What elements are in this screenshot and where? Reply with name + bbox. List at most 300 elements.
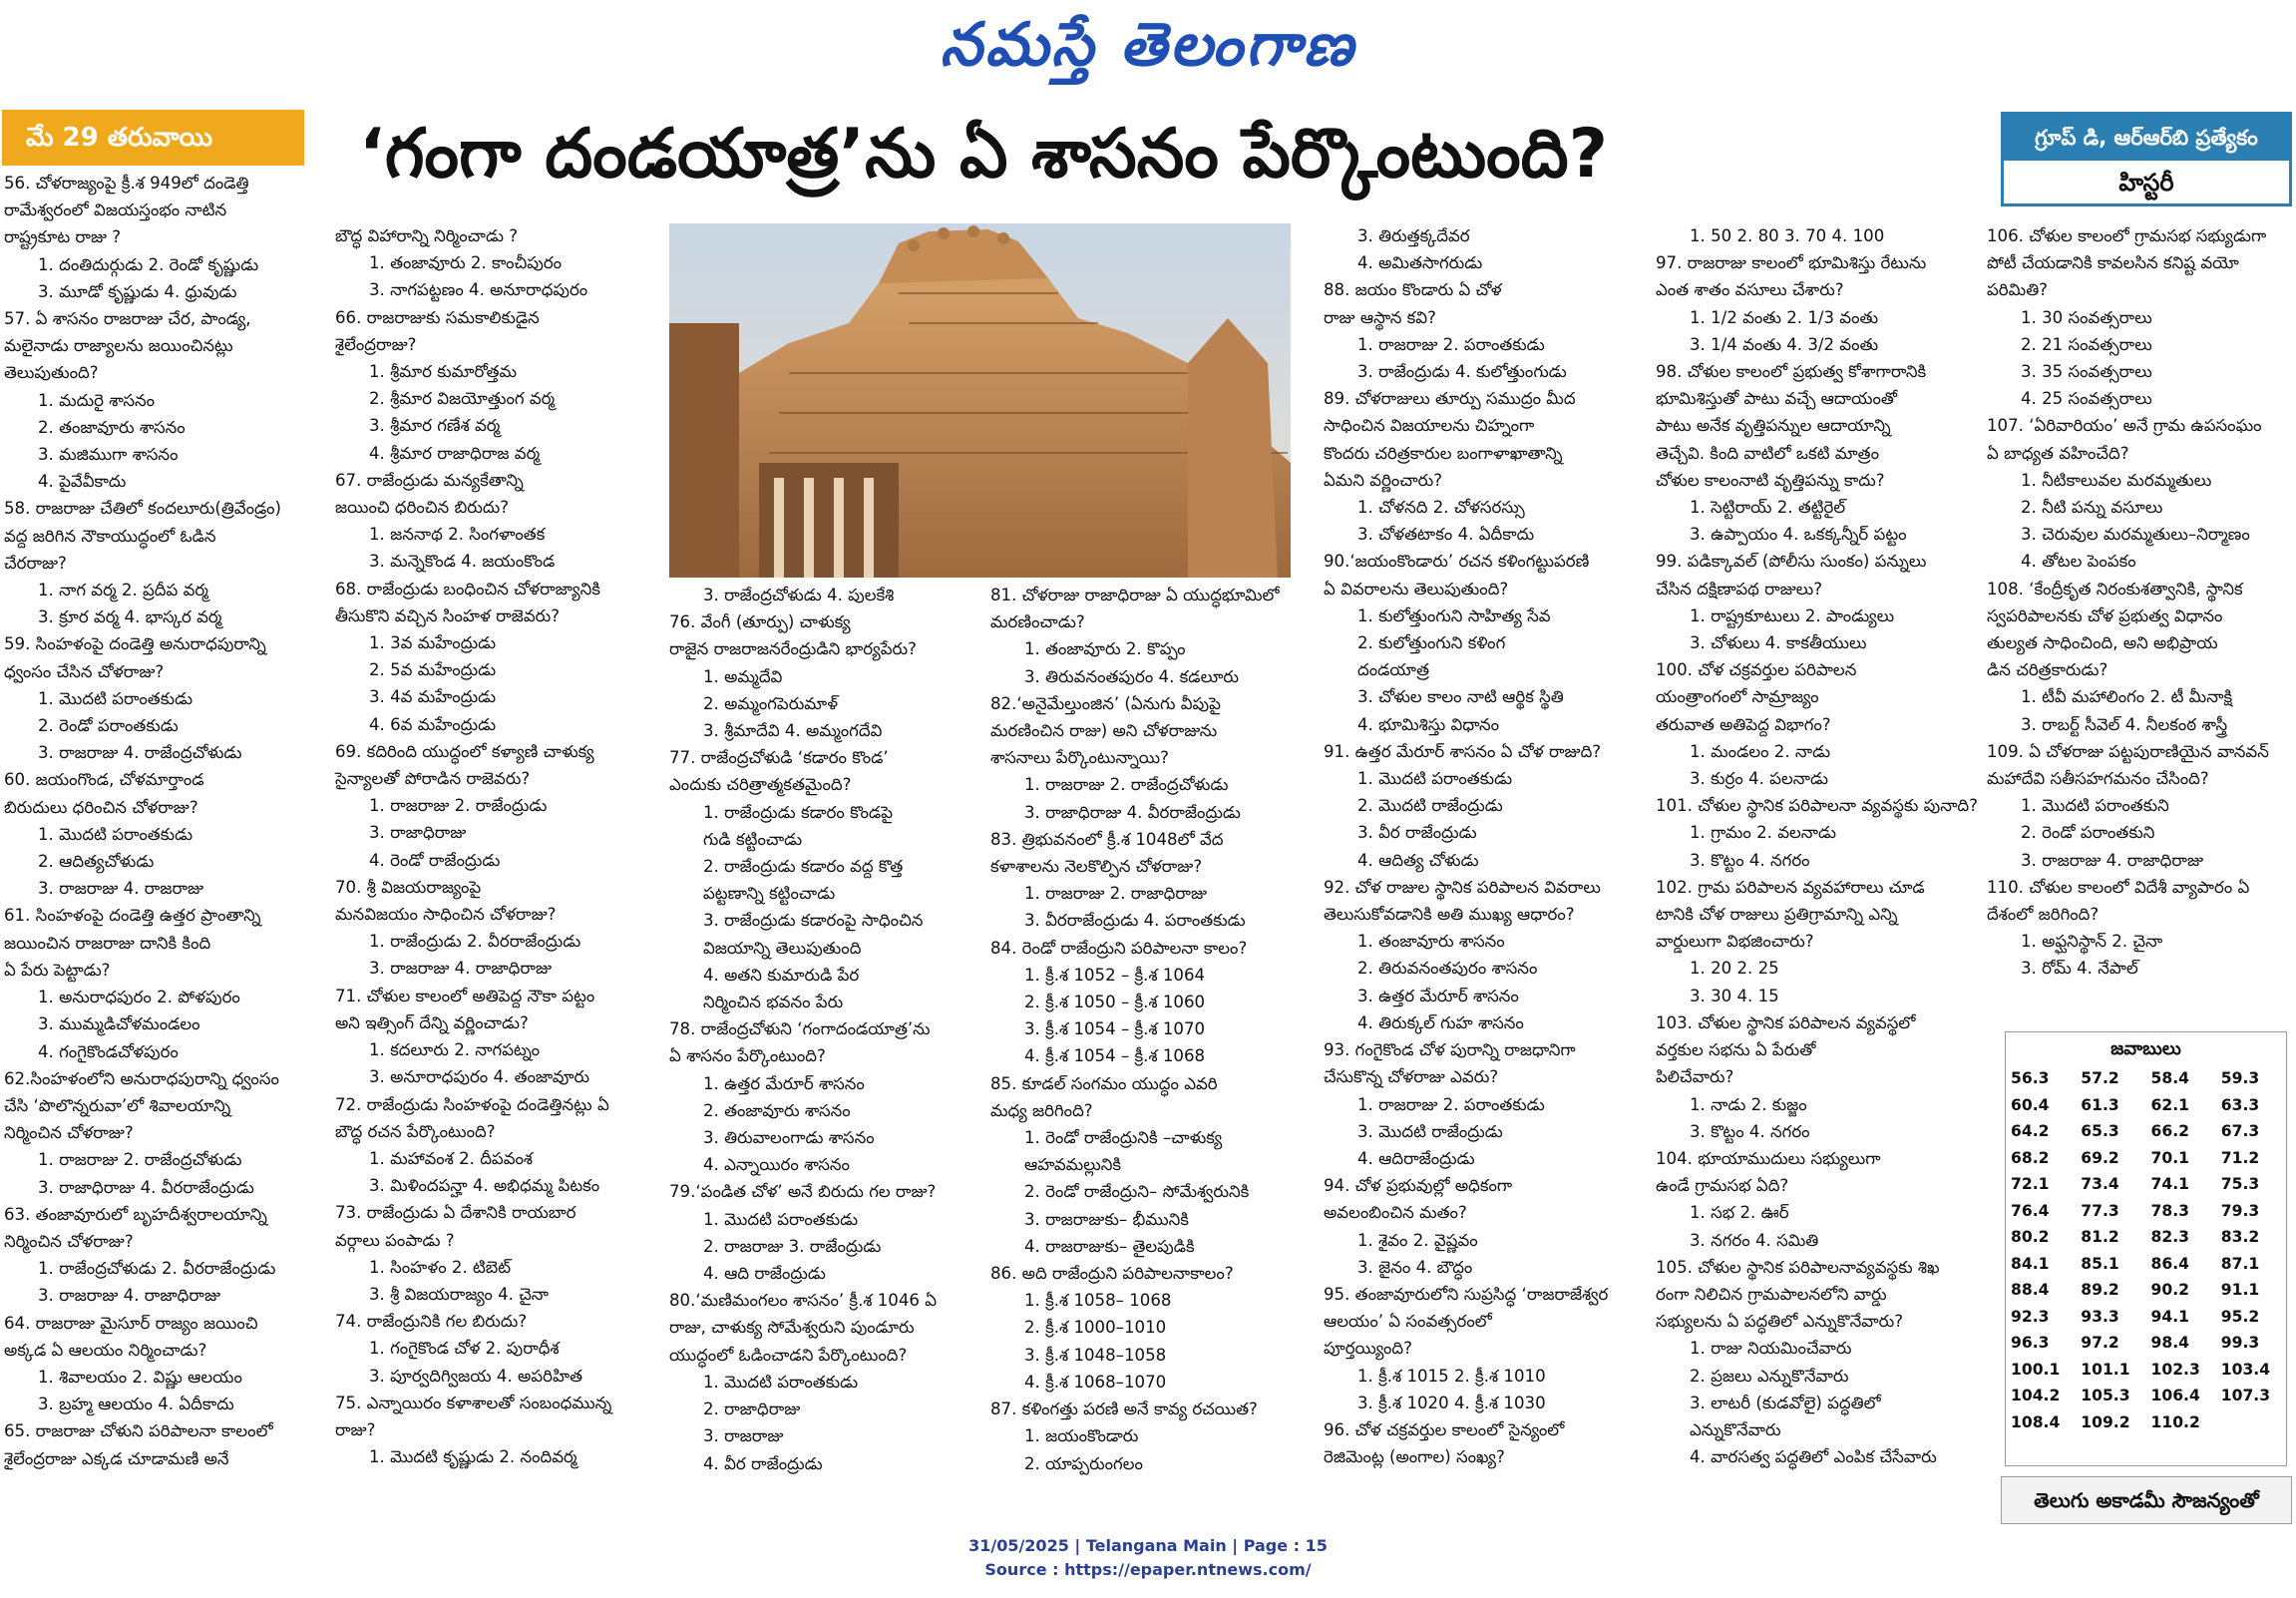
option-line: 4. ఆదిరాజేంద్రుడు <box>1357 1148 1475 1168</box>
question-line: మహాదేవి సతీసహగమనం చేసింది? <box>1987 769 2209 789</box>
option-line: ఆహవమల్లునికి <box>1024 1155 1122 1175</box>
date-tag: మే 29 తరువాయి <box>2 110 304 166</box>
option-line: 3. రాబర్ట్ సీవెల్ 4. నీలకంఠ శాస్త్రీ <box>2021 714 2228 734</box>
option-line: దండయాత్ర <box>1357 660 1429 680</box>
option-line: 2. రాజేంద్రుడు కడారం వద్ద కొత్త <box>703 857 904 877</box>
option-line: 2. రెండో పరాంతకుడు <box>38 716 179 736</box>
option-line: 3. మూడో కృష్ణుడు 4. ధ్రువుడు <box>38 281 237 301</box>
option-line: 3. పూర్వదిగ్విజయ 4. అపరిహిత <box>369 1366 582 1386</box>
answer-cell: 59.3 <box>2220 1069 2260 1088</box>
option-line: 4. వీర రాజేంద్రుడు <box>703 1453 823 1473</box>
option-line: 3. చోళులు 4. కాకతీయులు <box>1690 633 1867 653</box>
question-line: 110. చోళుల కాలంలో విదేశీ వ్యాపారం ఏ <box>1987 877 2250 897</box>
option-line: 1. నాడు 2. కుజ్జం <box>1690 1094 1807 1114</box>
page-footer <box>0 1534 2296 1582</box>
answer-cell: 95.2 <box>2220 1307 2260 1326</box>
answer-row <box>2006 1383 2286 1409</box>
question-line: 75. ఎన్నాయిరం కళాశాలతో సంబంధమున్న <box>335 1393 612 1412</box>
option-line: 2. క్రీ.శ 1000–1010 <box>1024 1318 1167 1338</box>
question-line: 64. రాజరాజు మైసూర్ రాజ్యం జయించి <box>4 1313 258 1333</box>
option-line: 3. రాజరాజు <box>703 1426 784 1446</box>
answer-cell: 57.2 <box>2081 1069 2119 1088</box>
answer-row <box>2006 1092 2286 1119</box>
option-line: 1. రాజరాజు 2. రాజాధిరాజు <box>1024 884 1208 904</box>
answer-row <box>2006 1304 2286 1331</box>
question-line: బౌద్ధ విహారాన్ని నిర్మించాడు ? <box>335 226 519 245</box>
option-line: 4. అతని కుమారుడి పేర <box>703 965 860 985</box>
answer-cell: 88.4 <box>2011 1281 2050 1300</box>
answer-row <box>2006 1171 2286 1198</box>
question-line: జయించి ధరించిన బిరుదు? <box>335 498 510 518</box>
option-line: 4. రాజరాజుకు– తైలపుడికి <box>1024 1236 1195 1256</box>
option-line: 1. క్రీ.శ 1058– 1068 <box>1024 1291 1172 1311</box>
question-line: జయించిన రాజరాజు దానికి కింది <box>4 933 211 953</box>
question-line: 67. రాజేంద్రుడు మన్యకేతాన్ని <box>335 470 524 490</box>
question-line: ఏ శాసనం పేర్కొంటుంది? <box>669 1046 826 1066</box>
option-line: 3. రాజాధిరాజు <box>369 823 467 843</box>
option-line: 1. గ్రామం 2. వలనాడు <box>1690 823 1837 843</box>
question-line: తెలుపుతుంది? <box>4 363 99 383</box>
option-line: 4. అమితసాగరుడు <box>1357 253 1483 273</box>
question-line: చేసిన దక్షిణాపథ రాజులు? <box>1656 579 1823 599</box>
option-line: 1. సింహళం 2. టిబెట్ <box>369 1257 512 1277</box>
answer-cell: 92.3 <box>2011 1307 2050 1326</box>
option-line: 3. నాగపట్టణం 4. అనూరాధపురం <box>369 280 588 300</box>
option-line: 3. తిరువాలంగాడు శాసనం <box>703 1128 875 1148</box>
option-line: 3. శ్రీమాదేవి 4. అమ్మంగదేవి <box>703 721 883 741</box>
question-line: 102. గ్రామ పరిపాలన వ్యవహారాలు చూడ <box>1656 877 1925 897</box>
option-line: 4. 6వ మహేంద్రుడు <box>369 714 497 734</box>
option-line: 1. రాజేంద్రుడు 2. వీరరాజేంద్రుడు <box>369 932 581 952</box>
option-line: 4. రెండో రాజేంద్రుడు <box>369 850 501 870</box>
answer-cell: 83.2 <box>2220 1228 2260 1247</box>
option-line: 1. 30 సంవత్సరాలు <box>2021 307 2152 327</box>
question-line: రాజు? <box>335 1419 376 1439</box>
question-line: బిరుదులు ధరించిన చోళరాజు? <box>4 797 198 817</box>
question-line: 83. త్రిభువనంలో క్రీ.శ 1048లో వేద <box>990 829 1224 849</box>
option-line: 1. రాజేంద్రుడు కడారం కొండపై <box>703 802 894 822</box>
option-line: 1. క్రీ.శ 1015 2. క్రీ.శ 1010 <box>1357 1366 1546 1386</box>
option-line: 1. గంగైకొండ చోళ 2. పురాధీశ <box>369 1339 560 1359</box>
question-line: 73. రాజేంద్రుడు ఏ దేశానికి రాయబార <box>335 1203 576 1223</box>
answer-cell: 71.2 <box>2220 1148 2260 1167</box>
question-line: వద్ద జరిగిన నౌకాయుద్ధంలో ఓడిన <box>4 526 216 546</box>
option-line: 1. శివాలయం 2. విష్ణు ఆలయం <box>38 1367 242 1387</box>
option-line: 1. మొదటి పరాంతకుడు <box>38 688 193 708</box>
question-line: 71. చోళుల కాలంలో అతిపెద్ద నౌకా పట్టం <box>335 986 595 1005</box>
option-line: 4. క్రీ.శ 1054 – క్రీ.శ 1068 <box>1024 1046 1206 1066</box>
option-line: 1. జయంకొండారు <box>1024 1426 1139 1446</box>
question-line: చేరరాజు? <box>4 553 67 573</box>
option-line: 4. ఆది రాజేంద్రుడు <box>703 1264 826 1284</box>
option-line: 2. నీటి పన్ను వసూలు <box>2021 498 2163 518</box>
option-line: 4. వారసత్వ పద్ధతిలో ఎంపిక చేసేవారు <box>1690 1447 1937 1467</box>
answer-cell: 76.4 <box>2011 1201 2050 1220</box>
answer-cell: 104.2 <box>2011 1387 2061 1405</box>
option-line: 3. మిళిందపన్హా 4. అభిధమ్మ పిటకం <box>369 1176 600 1196</box>
section-tag-top: గ్రూప్ డి, ఆర్‌ఆర్‌బి ప్రత్యేకం <box>2004 115 2289 161</box>
option-line: 3. రాజరాజుకు– భీమునికి <box>1024 1209 1189 1229</box>
masthead <box>0 0 2296 95</box>
option-line: 1. మహావంశ 2. దీపవంశ <box>369 1148 534 1168</box>
option-line: గుడి కట్టించాడు <box>703 829 803 849</box>
option-line: 1. రాజేంద్రచోళుడు 2. వీరరాజేంద్రుడు <box>38 1259 276 1279</box>
answer-cell: 56.3 <box>2011 1069 2050 1088</box>
option-line: 4. క్రీ.శ 1068–1070 <box>1024 1372 1167 1392</box>
option-line: 3. అనూరాధపురం 4. తంజావూరు <box>369 1067 590 1087</box>
option-line: 4. ఆదిత్య చోళుడు <box>1357 850 1479 870</box>
option-line: 2. మొదటి రాజేంద్రుడు <box>1357 796 1503 816</box>
option-line: 1. మండలం 2. నాడు <box>1690 741 1831 761</box>
question-line: ఉండే గ్రామసభ ఏది? <box>1656 1176 1789 1196</box>
option-line: 1. మొదటి పరాంతకుడు <box>703 1372 859 1392</box>
option-line: 1. కులోత్తుంగుని సాహిత్య సేవ <box>1357 605 1551 625</box>
question-column-6 <box>1656 222 1978 1470</box>
question-line: దేశంలో జరిగింది? <box>1987 905 2100 925</box>
question-line: మలైనాడు రాజ్యాలను జయించినట్లు <box>4 336 233 356</box>
question-line: మరణించాడు? <box>990 612 1085 632</box>
answer-cell: 73.4 <box>2081 1175 2119 1194</box>
question-line: 109. ఏ చోళరాజు పట్టపురాణియైన వానవన్ <box>1987 741 2269 761</box>
option-line: 2. రెండో పరాంతకుని <box>2021 823 2155 843</box>
answer-row <box>2006 1198 2286 1225</box>
question-column-5 <box>1324 222 1608 1470</box>
option-line: 4. తోటల పెంపకం <box>2021 552 2136 572</box>
answer-cell: 60.4 <box>2011 1095 2050 1114</box>
option-line: 1. రాజరాజు 2. రాజేంద్రచోళుడు <box>1024 775 1229 795</box>
question-line: 97. రాజరాజు కాలంలో భూమిశిస్తు రేటును <box>1656 253 1927 273</box>
question-line: డిన చరిత్రకారుడు? <box>1987 660 2108 680</box>
question-line: ఎంత శాతం వసూలు చేశారు? <box>1656 280 1844 300</box>
option-line: 1. దంతిదుర్గుడు 2. రెండో కృష్ణుడు <box>38 254 259 274</box>
option-line: 3. రాజేంద్రుడు కడారంపై సాధించిన <box>703 911 924 931</box>
answer-cell: 61.3 <box>2081 1095 2119 1114</box>
question-line: 90.‘జయంకొండారు’ రచన కళింగట్టుపరణి <box>1324 552 1590 572</box>
option-line: 3. క్రీ.శ 1048–1058 <box>1024 1345 1167 1365</box>
answer-cell: 103.4 <box>2220 1360 2271 1379</box>
question-line: 86. అది రాజేంద్రుని పరిపాలనాకాలం? <box>990 1264 1234 1284</box>
option-line: 1. మొదటి పరాంతకుడు <box>38 824 193 844</box>
option-line: 3. రోమ్ 4. నేపాల్ <box>2021 959 2138 979</box>
question-line: 70. శ్రీ విజయరాజ్యంపై <box>335 877 482 897</box>
question-line: తీసుకొని వచ్చిన సింహళ రాజెవరు? <box>335 605 561 625</box>
answer-cell: 80.2 <box>2011 1228 2050 1247</box>
question-line: 78. రాజేంద్రచోళుని ‘గంగాదండయాత్ర’ను <box>669 1019 931 1039</box>
question-line: అవలంబించిన మతం? <box>1324 1203 1467 1223</box>
option-line: 1. క్రీ.శ 1052 – క్రీ.శ 1064 <box>1024 965 1206 985</box>
question-line: కొందరు చరిత్రకారుల బంగాళాఖాతాన్ని <box>1324 443 1563 463</box>
question-line: కళాశాలను నెలకొల్పిన చోళరాజు? <box>990 857 1203 877</box>
question-line: సాధించిన విజయాలను చిహ్నంగా <box>1324 416 1535 436</box>
answer-cell: 98.4 <box>2150 1334 2189 1353</box>
option-line: 1. నీటికాలువల మరమ్మతులు <box>2021 470 2212 490</box>
option-line: 3. ఉప్పాయం 4. ఒకక్కన్నీర్ పట్టం <box>1690 525 1907 545</box>
answer-cell: 91.1 <box>2220 1281 2260 1300</box>
option-line: 3. మొదటి రాజేంద్రుడు <box>1357 1121 1503 1141</box>
question-line: 88. జయం కొండారు ఏ చోళ <box>1324 280 1502 300</box>
option-line: 2. శ్రీమార విజయోత్తుంగ వర్మ <box>369 389 556 409</box>
answer-row <box>2006 1065 2286 1092</box>
question-line: 104. భూయాముదులు సభ్యులుగా <box>1656 1148 1881 1168</box>
option-line: 3. తిరువనంతపురం 4. కడలూరు <box>1024 666 1240 686</box>
question-line: 74. రాజేంద్రునికి గల బిరుదు? <box>335 1312 528 1332</box>
answer-cell: 67.3 <box>2220 1122 2260 1141</box>
option-line: 4. భూమిశిస్తు విధానం <box>1357 714 1500 734</box>
answer-cell: 100.1 <box>2011 1360 2061 1379</box>
question-line: 96. చోళ చక్రవర్తుల కాలంలో సైన్యంలో <box>1324 1419 1565 1439</box>
question-line: ధ్వంసం చేసిన చోళరాజు? <box>4 661 165 681</box>
question-line: 65. రాజరాజు చోళుని పరిపాలనా కాలంలో <box>4 1421 273 1441</box>
section-tag-bottom: హిస్టరీ <box>2118 169 2174 197</box>
question-line: 59. సింహళంపై దండెత్తి అనురాధపురాన్ని <box>4 634 266 654</box>
question-line: యంత్రాంగంలో సామ్రాజ్యం <box>1656 687 1819 707</box>
option-line: 3. చెరువుల మరమ్మతులు–నిర్మాణం <box>2021 525 2250 545</box>
option-line: 3. ముమ్మడిచోళమండలం <box>38 1014 200 1034</box>
masthead-logo: నమస్తే తెలంగాణ <box>940 10 1356 80</box>
option-line: 1. కదలూరు 2. నాగపట్నం <box>369 1040 540 1060</box>
option-line: 1. రాష్ట్రకూటులు 2. పాండ్యులు <box>1690 605 1895 625</box>
option-line: 3. 4వ మహేంద్రుడు <box>369 687 497 707</box>
option-line: 2. రాజాధిరాజు <box>703 1399 801 1419</box>
question-line: శాసనాలు పేర్కొంటున్నాయి? <box>990 748 1169 768</box>
option-line: 3. శ్రీమార గణేశ వర్మ <box>369 416 501 436</box>
option-line: 4. ఎన్నాయిరం శాసనం <box>703 1155 850 1175</box>
answer-cell: 90.2 <box>2150 1281 2189 1300</box>
option-line: 2. క్రీ.శ 1050 – క్రీ.శ 1060 <box>1024 993 1206 1012</box>
question-line: రాజు, చాళుక్య సోమేశ్వరుని పుండూరు <box>669 1318 915 1338</box>
option-line: 3. 30 4. 15 <box>1690 986 1779 1005</box>
option-line: 3. రాజాధిరాజు 4. వీరరాజేంద్రుడు <box>1024 802 1241 822</box>
question-line: 63. తంజావూరులో బృహదీశ్వరాలయాన్ని <box>4 1204 267 1224</box>
question-line: ఆలయం’ ఏ సంవత్సరంలో <box>1324 1312 1492 1332</box>
option-line: 3. నగరం 4. సమితి <box>1690 1230 1819 1250</box>
question-line: 107. ‘ఏరివారియం’ అనే గ్రామ ఉపసంఘం <box>1987 416 2262 436</box>
answer-cell: 102.3 <box>2150 1360 2200 1379</box>
option-line: 1. 20 2. 25 <box>1690 959 1779 979</box>
answer-cell: 89.2 <box>2081 1281 2119 1300</box>
option-line: 3. ఉత్తర మేరూర్ శాసనం <box>1357 986 1519 1005</box>
answer-cell: 101.1 <box>2081 1360 2130 1379</box>
answer-cell: 72.1 <box>2011 1175 2050 1194</box>
answer-cell: 84.1 <box>2011 1254 2050 1273</box>
question-line: 81. చోళరాజు రాజాధిరాజు ఏ యుద్ధభూమిలో <box>990 586 1280 604</box>
option-line: 2. తంజావూరు శాసనం <box>703 1100 851 1120</box>
question-line: వర్గాలు పంపాడు ? <box>335 1230 455 1250</box>
question-line: 77. రాజేంద్రచోళుడి ‘కడారం కొండ’ <box>669 748 889 768</box>
option-line: 3. క్రూర వర్మ 4. భాస్కర వర్మ <box>38 607 222 627</box>
question-line: చేసుకొన్న చోళరాజు ఎవరు? <box>1324 1067 1499 1087</box>
question-line: 95. తంజావూరులోని సుప్రసిద్ధ ‘రాజరాజేశ్వర <box>1324 1284 1609 1304</box>
question-line: 80.‘మణిమంగలం శాసనం’ క్రీ.శ 1046 ఏ <box>669 1291 938 1311</box>
question-line: ఎందుకు చరిత్రాత్మకతమైంది? <box>669 775 852 795</box>
question-line: 58. రాజరాజు చేతిలో కందలూరు(త్రివేండ్రం) <box>4 499 281 519</box>
option-line: 1. నాగ వర్మ 2. ప్రదీప వర్మ <box>38 581 208 600</box>
option-line: 3. మన్నెకొండ 4. జయంకొండ <box>369 552 556 572</box>
option-line: 1. ఉత్తర మేరూర్ శాసనం <box>703 1073 865 1093</box>
question-line: అక్కడ ఏ ఆలయం నిర్మించాడు? <box>4 1340 207 1360</box>
question-line: 89. చోళరాజులు తూర్పు సముద్రం మీద <box>1324 389 1576 409</box>
option-line: 1. మొదటి పరాంతకుడు <box>1357 769 1513 789</box>
question-line: 99. పడిక్కావల్ (పోలీసు సుంకం) పన్నులు <box>1656 552 1927 572</box>
question-line: తెచ్చేవి. కింది వాటిలో ఒకటి మాత్రం <box>1656 443 1880 463</box>
question-line: 100. చోళ చక్రవర్తుల పరిపాలన <box>1656 660 1857 680</box>
answer-cell: 106.4 <box>2150 1387 2200 1405</box>
option-line: 1. సెట్టిరాయ్ 2. తట్టిరైల్ <box>1690 498 1846 518</box>
option-line: 3. రాజరాజు 4. రాజేంద్రచోళుడు <box>38 743 242 763</box>
question-line: పరిమితి? <box>1987 280 2048 300</box>
footer-source-line: Source : https://epaper.ntnews.com/ <box>984 1560 1312 1579</box>
question-column-7 <box>1987 222 2269 983</box>
option-line: 3. జైనం 4. బౌద్ధం <box>1357 1257 1473 1277</box>
question-line: మరణించిన రాజు) అని చోళరాజును <box>990 721 1218 741</box>
option-line: ఎన్నుకొనేవారు <box>1690 1419 1781 1439</box>
option-line: 1. తంజావూరు 2. కాంచీపురం <box>369 253 563 273</box>
question-line: 84. రెండో రాజేంద్రుని పరిపాలనా కాలం? <box>990 938 1248 958</box>
answer-row <box>2006 1330 2286 1357</box>
section-tag <box>2001 112 2292 206</box>
option-line: 3. రాజరాజు 4. రాజాధిరాజు <box>369 959 553 979</box>
option-line: 1. మదురై శాసనం <box>38 390 156 410</box>
answer-row <box>2006 1145 2286 1172</box>
answer-row <box>2006 1118 2286 1145</box>
option-line: 3. రాజరాజు 4. రాజరాజు <box>38 879 204 899</box>
question-column-3 <box>669 582 937 1477</box>
option-line: 1. టీవీ మహాలింగం 2. టీ మీనాక్షి <box>2021 687 2233 707</box>
option-line: విజయాన్ని తెలుపుతుంది <box>703 938 862 958</box>
question-line: రాజైన రాజరాజనరేంద్రుడిని భార్యపేరు? <box>669 639 917 659</box>
question-line: 87. కళింగత్తు పరణి అనే కావ్య రచయిత? <box>990 1399 1258 1419</box>
question-line: చోళుల కాలంనాటి వృత్తిపన్ను కాదు? <box>1656 470 1885 490</box>
option-line: 2. 21 సంవత్సరాలు <box>2021 334 2152 354</box>
option-line: 1. 50 2. 80 3. 70 4. 100 <box>1690 226 1885 245</box>
option-line: 2. రెండో రాజేంద్రుని– సోమేశ్వరునికి <box>1024 1182 1250 1202</box>
option-line: 1. 3వ మహేంద్రుడు <box>369 633 497 653</box>
answer-cell: 68.2 <box>2011 1148 2050 1167</box>
option-line: 2. రాజరాజు 3. రాజేంద్రుడు <box>703 1236 882 1256</box>
option-line: 1. మొదటి కృష్ణుడు 2. నందివర్మ <box>369 1447 577 1467</box>
answer-cell: 62.1 <box>2150 1095 2189 1114</box>
question-line: 98. చోళుల కాలంలో ప్రభుత్వ కోశాగారానికి <box>1656 362 1927 382</box>
question-line: వార్డులుగా విభజించారు? <box>1656 932 1814 952</box>
question-line: యుద్ధంలో ఓడించాడని పేర్కొంటుంది? <box>669 1345 908 1365</box>
answer-cell: 110.2 <box>2150 1412 2200 1431</box>
option-line: 4. పైవేవీకాదు <box>38 472 127 492</box>
option-line: 4. 25 సంవత్సరాలు <box>2021 389 2152 409</box>
option-line: 3. 1/4 వంతు 4. 3/2 వంతు <box>1690 334 1879 354</box>
question-line: 72. రాజేంద్రుడు సింహళంపై దండెత్తినట్లు ఏ <box>335 1094 609 1114</box>
option-line: 1. రాజరాజు 2. పరాంతకుడు <box>1357 1094 1545 1114</box>
question-line: 108. ‘కేంద్రీకృత నిరంకుశత్వానికి, స్థానిక <box>1987 579 2243 599</box>
question-line: 82.‘అనైమేల్తుంజిన’ (ఏనుగు వీపుపై <box>990 693 1221 713</box>
answer-cell: 105.3 <box>2081 1387 2130 1405</box>
answer-cell: 65.3 <box>2081 1122 2119 1141</box>
answer-cell: 85.1 <box>2081 1254 2119 1273</box>
option-line: 3. కుర్రం 4. పలనాడు <box>1690 769 1828 789</box>
question-line: 76. వేంగీ (తూర్పు) చాళుక్య <box>669 612 851 632</box>
question-line: మధ్య జరిగింది? <box>990 1100 1093 1120</box>
option-line: 1. అఫ్ఘనిస్థాన్ 2. చైనా <box>2021 932 2163 952</box>
question-line: టానికి చోళ రాజులు ప్రతిగ్రామాన్ని ఎన్ని <box>1656 905 1898 925</box>
option-line: 3. తిరుత్తక్కదేవర <box>1357 226 1470 245</box>
option-line: 3. మజిముగా శాసనం <box>38 445 179 465</box>
question-line: 105. చోళుల స్థానిక పరిపాలనావ్యవస్థకు శిఖ <box>1656 1257 1940 1277</box>
option-line: 1. చోళనది 2. చోళసరస్సు <box>1357 498 1525 518</box>
question-line: ఏ వివరాలను తెలుపుతుంది? <box>1324 579 1509 599</box>
answer-table <box>2006 1065 2286 1435</box>
option-line: 1. శ్రీమార కుమారోత్తమ <box>369 362 518 382</box>
option-line: 1. జననాథ 2. సింగళాంతక <box>369 525 546 545</box>
footer-date-line: 31/05/2025 | Telangana Main | Page : 15 <box>968 1536 1328 1555</box>
question-line: శైలేంద్రరాజు? <box>335 334 417 354</box>
option-line: 2. కులోత్తుంగుని కళింగ <box>1357 633 1506 653</box>
question-line: ఏ బాధ్యత వహించేది? <box>1987 443 2129 463</box>
question-line: భూమిశిస్తుతో పాటు వచ్చే ఆదాయంతో <box>1656 389 1898 409</box>
question-line: పోటీ చేయడానికి కావలసిన కనిష్ట వయో <box>1987 253 2239 273</box>
answer-cell: 78.3 <box>2150 1201 2189 1220</box>
question-line: చేసి ‘పొలొన్నరువా’లో శివాలయాన్ని <box>4 1095 231 1115</box>
answer-cell: 70.1 <box>2150 1148 2189 1167</box>
answer-cell <box>2216 1409 2286 1436</box>
answer-cell: 96.3 <box>2011 1334 2050 1353</box>
option-line: 1. రాజరాజు 2. పరాంతకుడు <box>1357 334 1545 354</box>
option-line: 3. బ్రహ్మ ఆలయం 4. ఏదీకాదు <box>38 1395 234 1414</box>
question-line: 57. ఏ శాసనం రాజరాజు చేర, పాండ్య, <box>4 309 251 329</box>
answer-cell: 77.3 <box>2081 1201 2119 1220</box>
option-line: 2. 5వ మహేంద్రుడు <box>369 660 497 680</box>
question-line: ఏ పేరు పెట్టాడు? <box>4 960 111 980</box>
question-line: సైన్యాలతో పోరాడిన రాజెవరు? <box>335 769 531 789</box>
option-line: 2. అమ్మంగపెరుమాళ్ <box>703 693 839 713</box>
answer-cell: 58.4 <box>2150 1069 2189 1088</box>
answer-cell: 108.4 <box>2011 1412 2061 1431</box>
question-line: 62.సింహళంలోని అనురాధపురాన్ని ధ్వంసం <box>4 1068 279 1088</box>
question-line: 93. గంగైకొండ చోళ పురాన్ని రాజధానిగా <box>1324 1040 1576 1060</box>
option-line: 3. 35 సంవత్సరాలు <box>2021 362 2152 382</box>
answer-key <box>2005 1031 2287 1466</box>
option-line: 3. వీరరాజేంద్రుడు 4. పరాంతకుడు <box>1024 911 1246 931</box>
question-line: 69. కదిరింది యుద్ధంలో కళ్యాణి చాళుక్య <box>335 741 594 761</box>
question-column-1 <box>4 170 281 1472</box>
question-line: అని ఇత్సింగ్ దేన్ని వర్ణించాడు? <box>335 1012 529 1032</box>
question-column-4 <box>990 582 1280 1477</box>
answer-cell: 79.3 <box>2220 1201 2260 1220</box>
question-line: 56. చోళరాజ్యంపై క్రీ.శ 949లో దండెత్తి <box>4 174 249 193</box>
option-line: 2. ఆదిత్యచోళుడు <box>38 852 155 872</box>
option-line: 3. క్రీ.శ 1020 4. క్రీ.శ 1030 <box>1357 1393 1546 1412</box>
option-line: 4. తిరుక్కల్ గుహ శాసనం <box>1357 1012 1524 1032</box>
question-line: 66. రాజరాజుకు సమకాలికుడైన <box>335 307 540 327</box>
question-line: నిర్మించిన చోళరాజు? <box>4 1123 134 1143</box>
option-line: 1. 1/2 వంతు 2. 1/3 వంతు <box>1690 307 1879 327</box>
option-line: 3. శ్రీ విజయరాజ్యం 4. చైనా <box>369 1284 550 1304</box>
answer-cell: 82.3 <box>2150 1228 2189 1247</box>
option-line: 4. గంగైకొండచోళపురం <box>38 1041 179 1061</box>
question-line: 106. చోళుల కాలంలో గ్రామసభ సభ్యుడుగా <box>1987 226 2267 245</box>
option-line: పట్టణాన్ని కట్టించాడు <box>703 884 836 904</box>
temple-photo <box>669 223 1291 578</box>
option-line: 1. రాజరాజు 2. రాజేంద్రుడు <box>369 796 548 816</box>
option-line: 1. మొదటి పరాంతకుని <box>2021 796 2169 816</box>
option-line: 3. రాజరాజు 4. రాజాధిరాజు <box>2021 850 2204 870</box>
answer-cell: 86.4 <box>2150 1254 2189 1273</box>
question-line: 61. సింహళంపై దండెత్తి ఉత్తర ప్రాంతాన్ని <box>4 906 261 926</box>
option-line: 3. రాజేంద్రచోళుడు 4. పులకేశి <box>703 586 895 604</box>
option-line: 1. మొదటి పరాంతకుడు <box>703 1209 859 1229</box>
answer-cell: 93.3 <box>2081 1307 2119 1326</box>
question-line: మనవిజయం సాధించిన చోళరాజు? <box>335 905 557 925</box>
option-line: నిర్మించిన భవనం పేరు <box>703 993 844 1012</box>
answer-cell: 66.2 <box>2150 1122 2189 1141</box>
